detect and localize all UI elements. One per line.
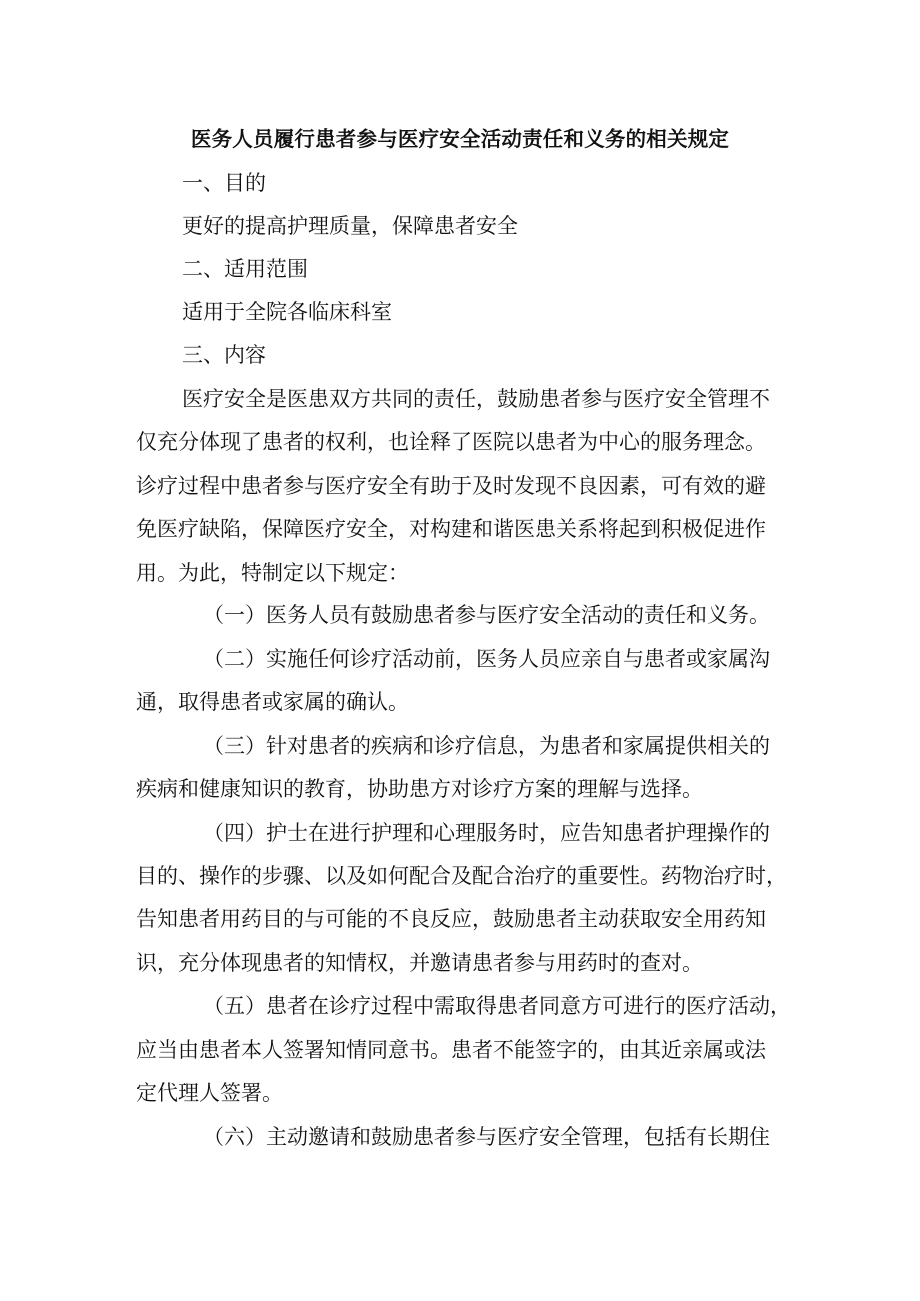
clause-4-line: 识，充分体现患者的知情权，并邀请患者参与用药时的查对。 [136, 951, 703, 975]
clause-5-line: 应当由患者本人签署知情同意书。患者不能签字的，由其近亲属或法 [136, 1038, 766, 1062]
clause-5-line: （五）患者在诊疗过程中需取得患者同意方可进行的医疗活动， [203, 994, 791, 1018]
section-text-purpose: 更好的提高护理质量，保障患者安全 [182, 214, 518, 238]
paragraph-line: 诊疗过程中患者参与医疗安全有助于及时发现不良因素，可有效的避 [136, 474, 766, 498]
clause-2-line: 通，取得患者或家属的确认。 [136, 690, 409, 714]
paragraph-line: 医疗安全是医患双方共同的责任，鼓励患者参与医疗安全管理不 [182, 387, 770, 411]
paragraph-line: 免医疗缺陷，保障医疗安全，对构建和谐医患关系将起到积极促进作 [136, 517, 766, 541]
clause-5-line: 定代理人签署。 [136, 1081, 283, 1105]
clause-4-line: 目的、操作的步骤、以及如何配合及配合治疗的重要性。药物治疗时， [136, 864, 787, 888]
section-heading-purpose: 一、目的 [182, 171, 266, 195]
clause-1-line: （一）医务人员有鼓励患者参与医疗安全活动的责任和义务。 [203, 603, 770, 627]
section-heading-scope: 二、适用范围 [182, 257, 308, 281]
clause-6-line: （六）主动邀请和鼓励患者参与医疗安全管理，包括有长期住 [203, 1125, 770, 1149]
paragraph-line: 仅充分体现了患者的权利，也诠释了医院以患者为中心的服务理念。 [136, 430, 766, 454]
section-text-scope: 适用于全院各临床科室 [182, 300, 392, 324]
clause-3-line: （三）针对患者的疾病和诊疗信息，为患者和家属提供相关的 [203, 734, 770, 758]
section-heading-content: 三、内容 [182, 343, 266, 367]
clause-3-line: 疾病和健康知识的教育，协助患方对诊疗方案的理解与选择。 [136, 777, 703, 801]
clause-4-line: （四）护士在进行护理和心理服务时，应告知患者护理操作的 [203, 821, 770, 845]
clause-2-line: （二）实施任何诊疗活动前，医务人员应亲自与患者或家属沟 [203, 647, 770, 671]
clause-4-line: 告知患者用药目的与可能的不良反应，鼓励患者主动获取安全用药知 [136, 907, 766, 931]
paragraph-line: 用。为此，特制定以下规定： [136, 561, 409, 585]
document-title: 医务人员履行患者参与医疗安全活动责任和义务的相关规定 [190, 127, 730, 151]
